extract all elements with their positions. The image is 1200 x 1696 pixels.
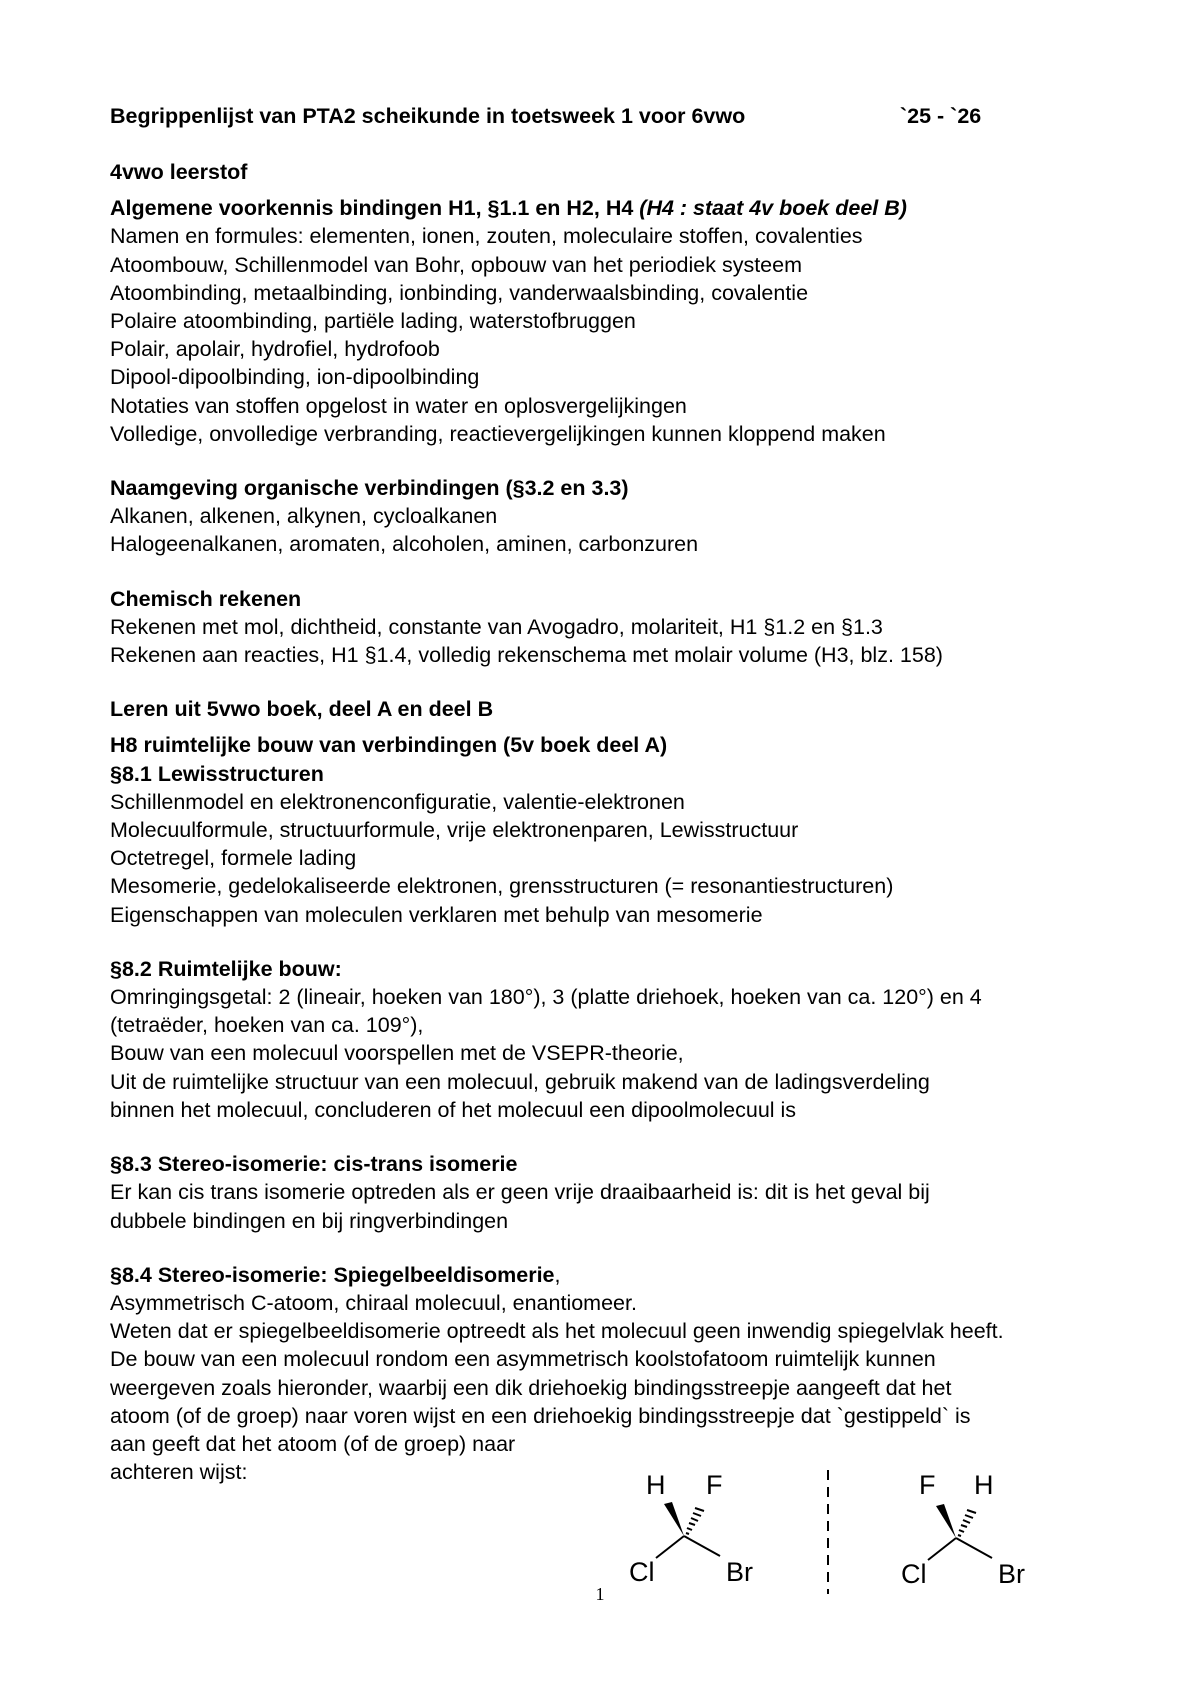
voorkennis-line: Dipool-dipoolbinding, ion-dipoolbinding — [110, 365, 480, 390]
molecule-right-top-left: F — [919, 1470, 936, 1500]
voorkennis-line: Volledige, onvolledige verbranding, reactievergelijkingen kunnen kloppend maken — [110, 421, 886, 446]
molecule-right-bottom-left: Cl — [901, 1559, 927, 1589]
s82-line: binnen het molecuul, concluderen of het molecuul een dipoolmolecuul is — [110, 1097, 797, 1122]
s84-heading-suffix: , — [554, 1262, 561, 1287]
naamgeving-line: Halogeenalkanen, aromaten, alcoholen, aminen, carbonzuren — [110, 532, 699, 557]
h8-line: Mesomerie, gedelokaliseerde elektronen, grensstructuren (= resonantiestructuren) — [110, 874, 894, 899]
voorkennis-heading-note: (H4 : staat 4v boek deel B) — [639, 196, 907, 221]
heading-5vwo: Leren uit 5vwo boek, deel A en deel B — [110, 697, 494, 722]
bond-line — [684, 1536, 720, 1556]
naamgeving-line: Alkanen, alkenen, alkynen, cycloalkanen — [110, 504, 498, 529]
hashed-bond — [686, 1508, 704, 1534]
rekenen-line: Rekenen met mol, dichtheid, constante van Avogadro, molariteit, H1 §1.2 en §1.3 — [110, 614, 883, 639]
hashed-bond — [958, 1510, 976, 1536]
wedge-bond — [936, 1504, 956, 1538]
molecule-left-top-left: H — [646, 1470, 666, 1500]
h8-line: Eigenschappen van moleculen verklaren met behulp van mesomerie — [110, 902, 763, 927]
heading-h8: H8 ruimtelijke bouw van verbindingen (5v boek deel A) — [110, 733, 668, 758]
s83-line: Er kan cis trans isomerie optreden als er geen vrije draaibaarheid is: dit is het geval bij — [110, 1180, 930, 1205]
rekenen-line: Rekenen aan reacties, H1 §1.4, volledig rekenschema met molair volume (H3, blz. 158) — [110, 643, 943, 668]
h8-line: Schillenmodel en elektronenconfiguratie, valentie-elektronen — [110, 789, 685, 814]
h8-line: Octetregel, formele lading — [110, 846, 357, 871]
s84-line: Asymmetrisch C-atoom, chiraal molecuul, enantiomeer. — [110, 1290, 637, 1315]
molecule-right — [901, 1470, 1025, 1589]
s84-line: weergeven zoals hieronder, waarbij een dik driehoekig bindingsstreepje aangeeft dat het — [110, 1375, 952, 1400]
bond-line — [928, 1538, 956, 1560]
molecule-right-bottom-right: Br — [998, 1559, 1025, 1589]
s84-line: aan geeft dat het atoom (of de groep) naar — [110, 1431, 516, 1456]
voorkennis-line: Notaties van stoffen opgelost in water en oplosvergelijkingen — [110, 393, 687, 418]
s82-line: (tetraëder, hoeken van ca. 109°), — [110, 1013, 424, 1038]
s84-line: Weten dat er spiegelbeeldisomerie optreedt als het molecuul geen inwendig spiegelvlak heeft. — [110, 1319, 1004, 1344]
document-body — [110, 158, 1140, 1486]
enantiomer-diagram — [620, 1462, 1050, 1602]
s83-line: dubbele bindingen en bij ringverbindingen — [110, 1208, 509, 1233]
voorkennis-line: Atoombouw, Schillenmodel van Bohr, opbouw van het periodiek systeem — [110, 252, 802, 277]
s84-heading-text: §8.4 Stereo-isomerie: Spiegelbeeldisomerie — [110, 1262, 555, 1287]
s84-line: De bouw van een molecuul rondom een asymmetrisch koolstofatoom ruimtelijk kunnen — [110, 1347, 936, 1372]
document-title — [110, 104, 982, 129]
molecule-left-bottom-right: Br — [726, 1557, 753, 1587]
bond-line — [956, 1538, 992, 1558]
heading-4vwo: 4vwo leerstof — [110, 160, 248, 184]
molecule-left-top-right: F — [706, 1470, 723, 1500]
heading-voorkennis — [110, 194, 1140, 222]
title-dates: `25 - `26 — [900, 104, 982, 128]
bond-line — [656, 1536, 684, 1558]
molecule-left — [629, 1470, 753, 1587]
title-text: Begrippenlijst van PTA2 scheikunde in toetsweek 1 voor 6vwo — [110, 104, 746, 128]
voorkennis-heading-text: Algemene voorkennis bindingen H1, §1.1 en H2, H4 — [110, 196, 640, 221]
page-number: 1 — [595, 1584, 605, 1604]
heading-naamgeving: Naamgeving organische verbindingen (§3.2 en 3.3) — [110, 476, 629, 501]
voorkennis-line: Polaire atoombinding, partiële lading, waterstofbruggen — [110, 309, 636, 334]
voorkennis-line: Namen en formules: elementen, ionen, zouten, moleculaire stoffen, covalenties — [110, 224, 863, 249]
heading-8-4 — [110, 1261, 1140, 1289]
s82-line: Omringingsgetal: 2 (lineair, hoeken van 180°), 3 (platte driehoek, hoeken van ca. 120°) en 4 — [110, 985, 982, 1010]
molecule-right-top-right: H — [974, 1470, 994, 1500]
s82-line: Bouw van een molecuul voorspellen met de VSEPR-theorie, — [110, 1041, 684, 1066]
h8-line: Molecuulformule, structuurformule, vrije elektronenparen, Lewisstructuur — [110, 818, 799, 843]
heading-rekenen: Chemisch rekenen — [110, 586, 302, 611]
s84-line: atoom (of de groep) naar voren wijst en een driehoekig bindingsstreepje dat `gestippeld` is — [110, 1403, 971, 1428]
s82-line: Uit de ruimtelijke structuur van een molecuul, gebruik makend van de ladingsverdeling — [110, 1069, 930, 1094]
wedge-bond — [664, 1502, 684, 1536]
voorkennis-line: Polair, apolair, hydrofiel, hydrofoob — [110, 337, 440, 362]
heading-8-2: §8.2 Ruimtelijke bouw: — [110, 956, 342, 981]
molecule-left-bottom-left: Cl — [629, 1557, 655, 1587]
heading-8-1: §8.1 Lewisstructuren — [110, 761, 324, 786]
heading-8-3: §8.3 Stereo-isomerie: cis-trans isomerie — [110, 1152, 518, 1177]
voorkennis-line: Atoombinding, metaalbinding, ionbinding, vanderwaalsbinding, covalentie — [110, 280, 809, 305]
s84-line: achteren wijst: — [110, 1460, 248, 1485]
